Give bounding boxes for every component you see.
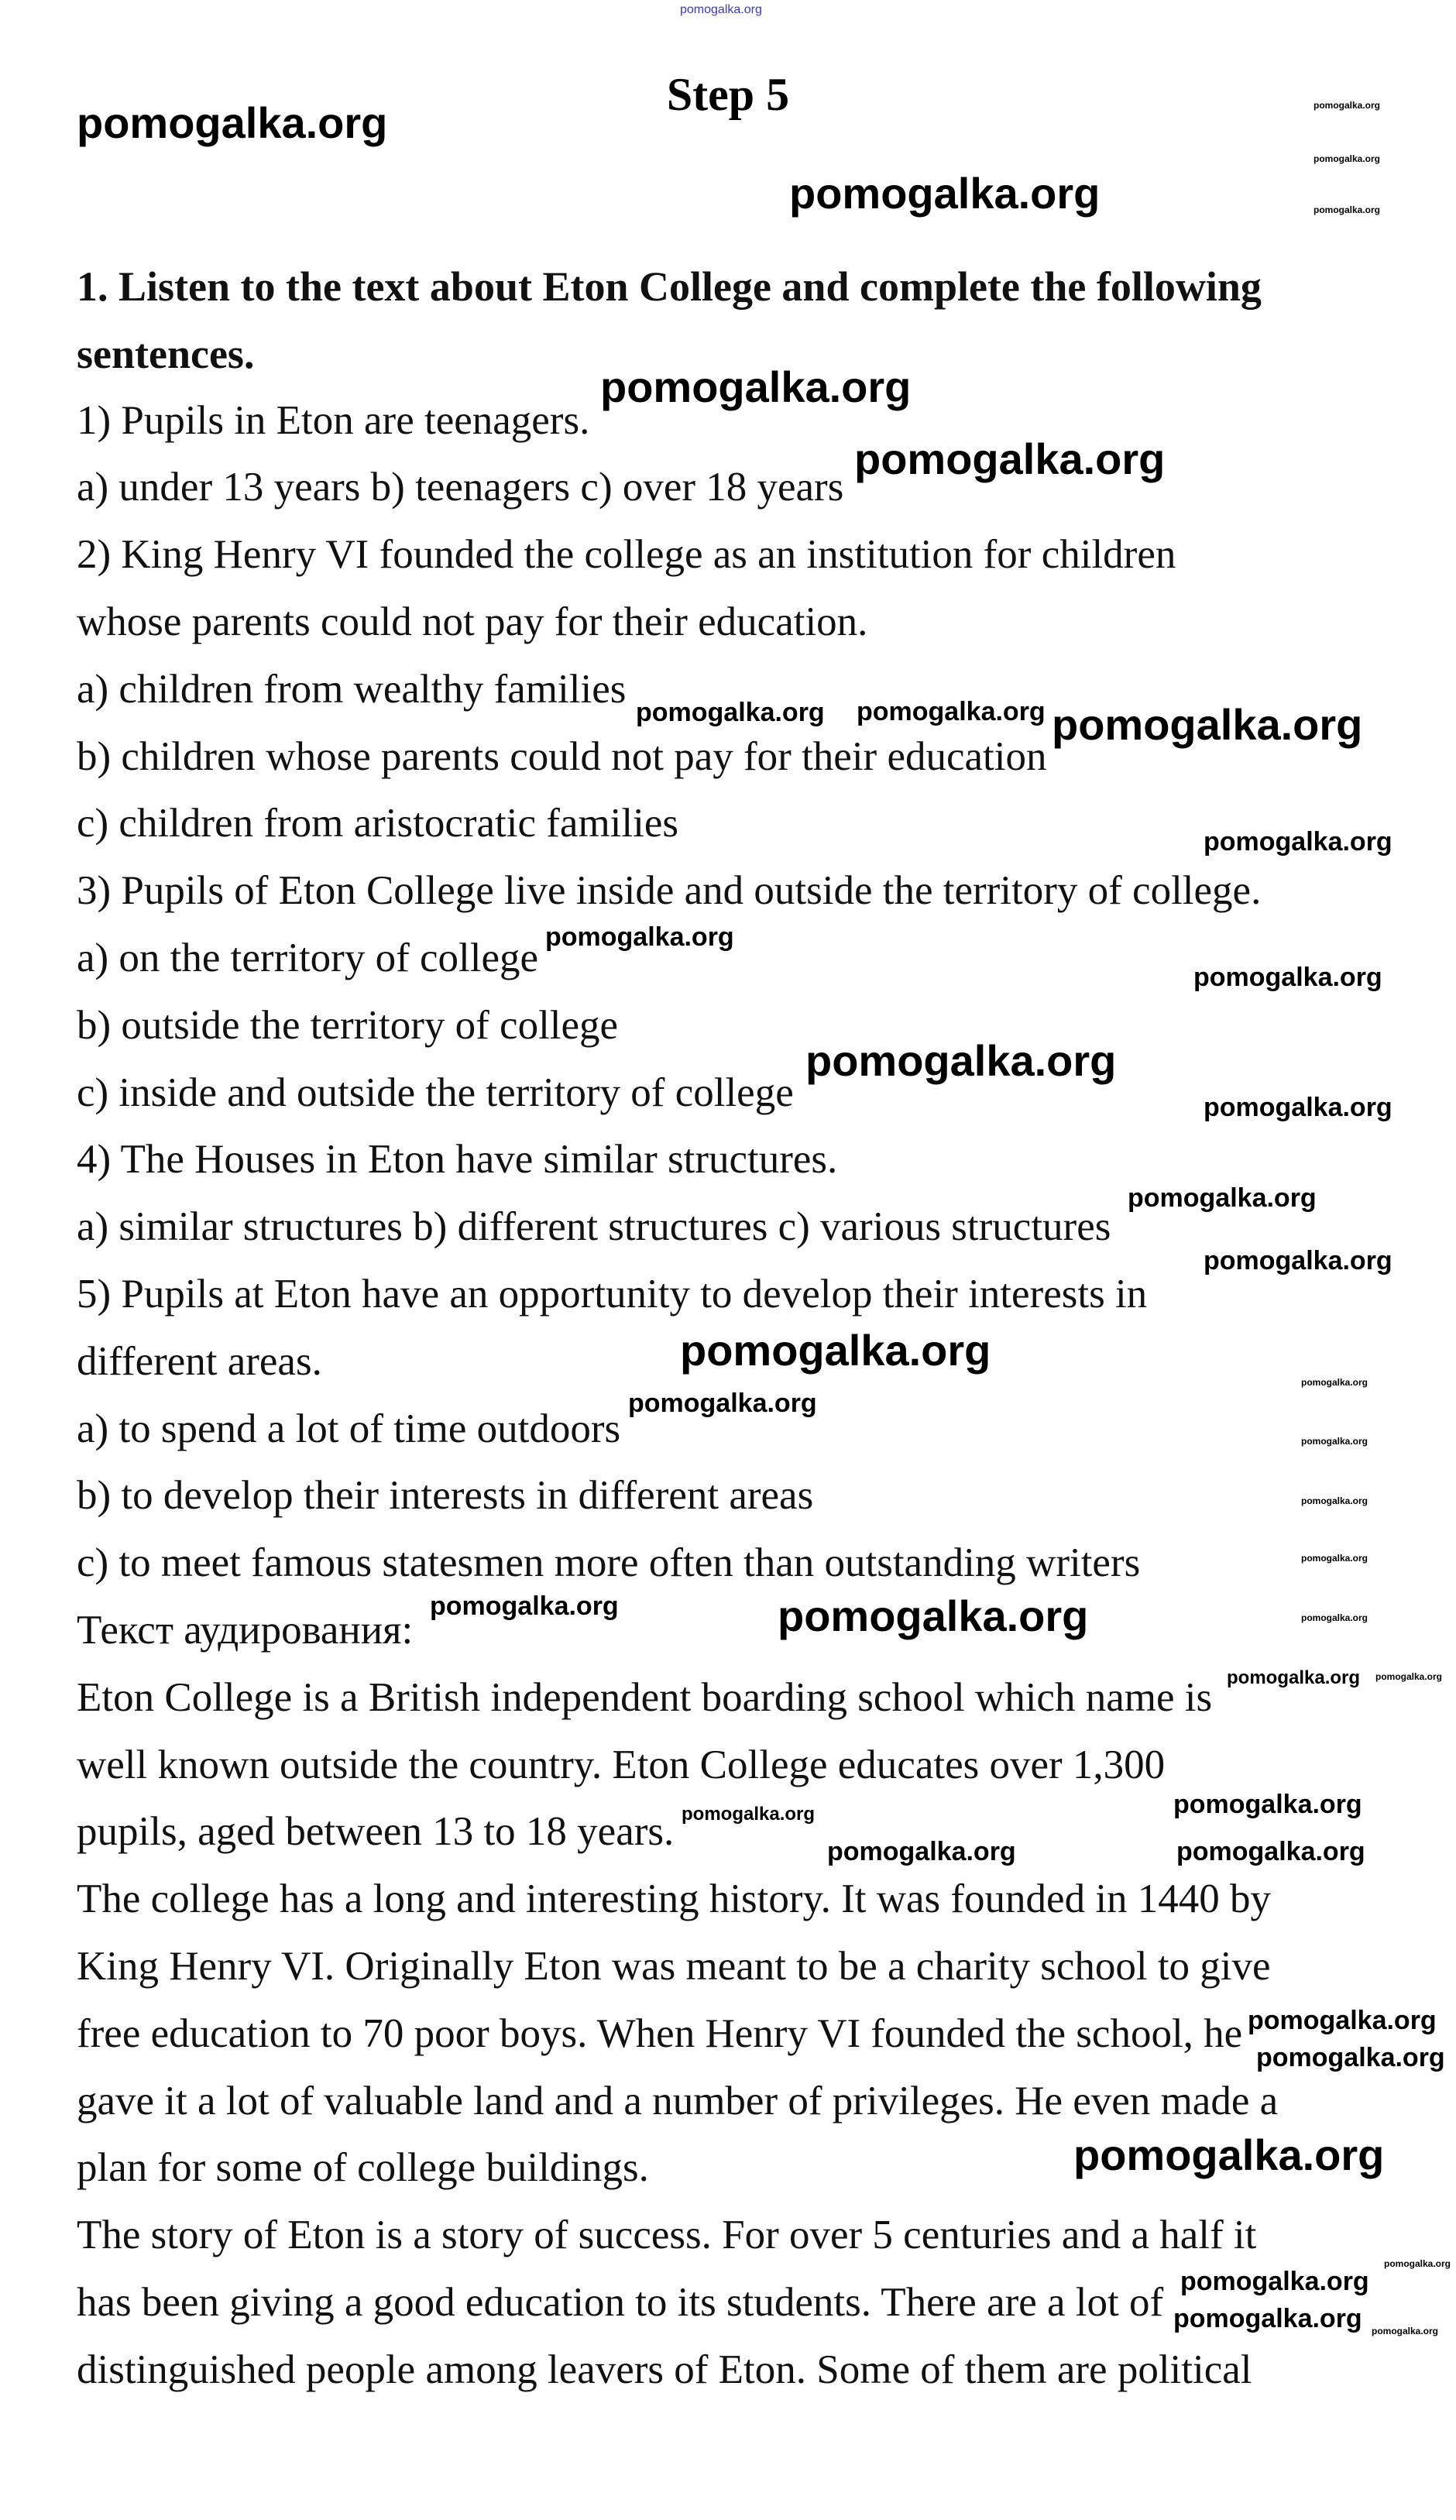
watermark: pomogalka.org bbox=[789, 169, 1101, 218]
watermark: pomogalka.org bbox=[1204, 1246, 1392, 1275]
text-line: b) children whose parents could not pay for their education bbox=[77, 733, 1047, 779]
text-line: The college has a long and interesting history. It was founded in 1440 by bbox=[77, 1876, 1272, 1922]
text-line: 1) Pupils in Eton are teenagers. bbox=[77, 397, 590, 443]
task-heading: 1. Listen to the text about Eton College and complete the following bbox=[77, 263, 1262, 310]
text-line: plan for some of college buildings. bbox=[77, 2145, 649, 2191]
text-line: a) under 13 years b) teenagers c) over 18 years bbox=[77, 465, 844, 510]
text-line: 5) Pupils at Eton have an opportunity to develop their interests in bbox=[77, 1271, 1148, 1317]
watermark: pomogalka.org bbox=[1176, 1837, 1365, 1866]
watermark: pomogalka.org bbox=[1313, 100, 1381, 111]
watermark: pomogalka.org bbox=[680, 1326, 991, 1375]
text-line: pupils, aged between 13 to 18 years. bbox=[77, 1809, 675, 1855]
watermark: pomogalka.org bbox=[1301, 1436, 1368, 1447]
watermark: pomogalka.org bbox=[77, 98, 388, 147]
text-line: gave it a lot of valuable land and a number of privileges. He even made a bbox=[77, 2078, 1279, 2123]
watermark: pomogalka.org bbox=[545, 922, 734, 952]
watermark: pomogalka.org bbox=[1301, 1495, 1368, 1506]
watermark: pomogalka.org bbox=[1313, 204, 1381, 215]
text-line: whose parents could not pay for their education. bbox=[77, 599, 868, 644]
text-line: c) children from aristocratic families bbox=[77, 801, 678, 846]
text-line: b) to develop their interests in different areas bbox=[77, 1473, 814, 1519]
text-line: Текст аудирования: bbox=[77, 1607, 414, 1653]
text-line: a) to spend a lot of time outdoors bbox=[77, 1406, 621, 1451]
watermark: pomogalka.org bbox=[1313, 153, 1381, 164]
watermark: pomogalka.org bbox=[680, 3, 762, 16]
text-line: b) outside the territory of college bbox=[77, 1002, 619, 1048]
text-line: c) to meet famous statesmen more often than outstanding writers bbox=[77, 1540, 1141, 1586]
text-line: a) on the territory of college bbox=[77, 935, 538, 980]
watermark: pomogalka.org bbox=[854, 434, 1166, 483]
text-line: c) inside and outside the territory of college bbox=[77, 1069, 794, 1115]
watermark: pomogalka.org bbox=[1372, 2326, 1439, 2336]
watermark: pomogalka.org bbox=[1073, 2130, 1385, 2179]
page-title: Step 5 bbox=[666, 69, 790, 120]
watermark: pomogalka.org bbox=[778, 1591, 1089, 1640]
watermark: pomogalka.org bbox=[1128, 1183, 1317, 1213]
text-line: King Henry VI. Originally Eton was meant to be a charity school to give bbox=[77, 1943, 1271, 1989]
watermark: pomogalka.org bbox=[1193, 963, 1382, 992]
text-line: a) similar structures b) different structures c) various structures bbox=[77, 1204, 1111, 1250]
text-line: well known outside the country. Eton College educates over 1,300 bbox=[77, 1742, 1166, 1787]
text-line: The story of Eton is a story of success. For over 5 centuries and a half it bbox=[77, 2213, 1257, 2258]
text-line: Eton College is a British independent boarding school which name is bbox=[77, 1674, 1213, 1720]
watermark: pomogalka.org bbox=[1301, 1553, 1368, 1564]
text-line: free education to 70 poor boys. When Henry VI founded the school, he bbox=[77, 2010, 1243, 2056]
text-line: 2) King Henry VI founded the college as an institution for children bbox=[77, 532, 1176, 578]
watermark: pomogalka.org bbox=[600, 362, 912, 411]
watermark: pomogalka.org bbox=[1248, 2006, 1437, 2035]
watermark: pomogalka.org bbox=[827, 1837, 1016, 1866]
watermark: pomogalka.org bbox=[430, 1591, 619, 1621]
watermark: pomogalka.org bbox=[1301, 1377, 1368, 1388]
watermark: pomogalka.org bbox=[857, 697, 1046, 726]
watermark: pomogalka.org bbox=[1227, 1667, 1361, 1688]
text-line: a) children from wealthy families bbox=[77, 666, 627, 712]
watermark: pomogalka.org bbox=[1173, 1790, 1362, 1819]
watermark: pomogalka.org bbox=[1052, 700, 1363, 749]
text-line: distinguished people among leavers of Eton. Some of them are political bbox=[77, 2347, 1252, 2392]
task-heading: sentences. bbox=[77, 330, 255, 377]
watermark: pomogalka.org bbox=[1256, 2043, 1445, 2072]
watermark: pomogalka.org bbox=[1301, 1612, 1368, 1623]
watermark: pomogalka.org bbox=[1375, 1671, 1443, 1682]
watermark: pomogalka.org bbox=[636, 698, 825, 727]
watermark: pomogalka.org bbox=[1204, 1093, 1392, 1122]
watermark: pomogalka.org bbox=[1173, 2304, 1362, 2333]
watermark: pomogalka.org bbox=[1204, 827, 1392, 857]
watermark: pomogalka.org bbox=[805, 1036, 1117, 1085]
text-line: has been giving a good education to its students. There are a lot of bbox=[77, 2279, 1164, 2325]
watermark: pomogalka.org bbox=[682, 1804, 816, 1825]
text-line: 4) The Houses in Eton have similar structures. bbox=[77, 1137, 838, 1183]
watermark: pomogalka.org bbox=[1384, 2258, 1451, 2269]
text-line: 3) Pupils of Eton College live inside and outside the territory of college. bbox=[77, 868, 1262, 914]
watermark: pomogalka.org bbox=[1180, 2267, 1369, 2296]
watermark: pomogalka.org bbox=[628, 1389, 817, 1418]
text-line: different areas. bbox=[77, 1338, 322, 1384]
